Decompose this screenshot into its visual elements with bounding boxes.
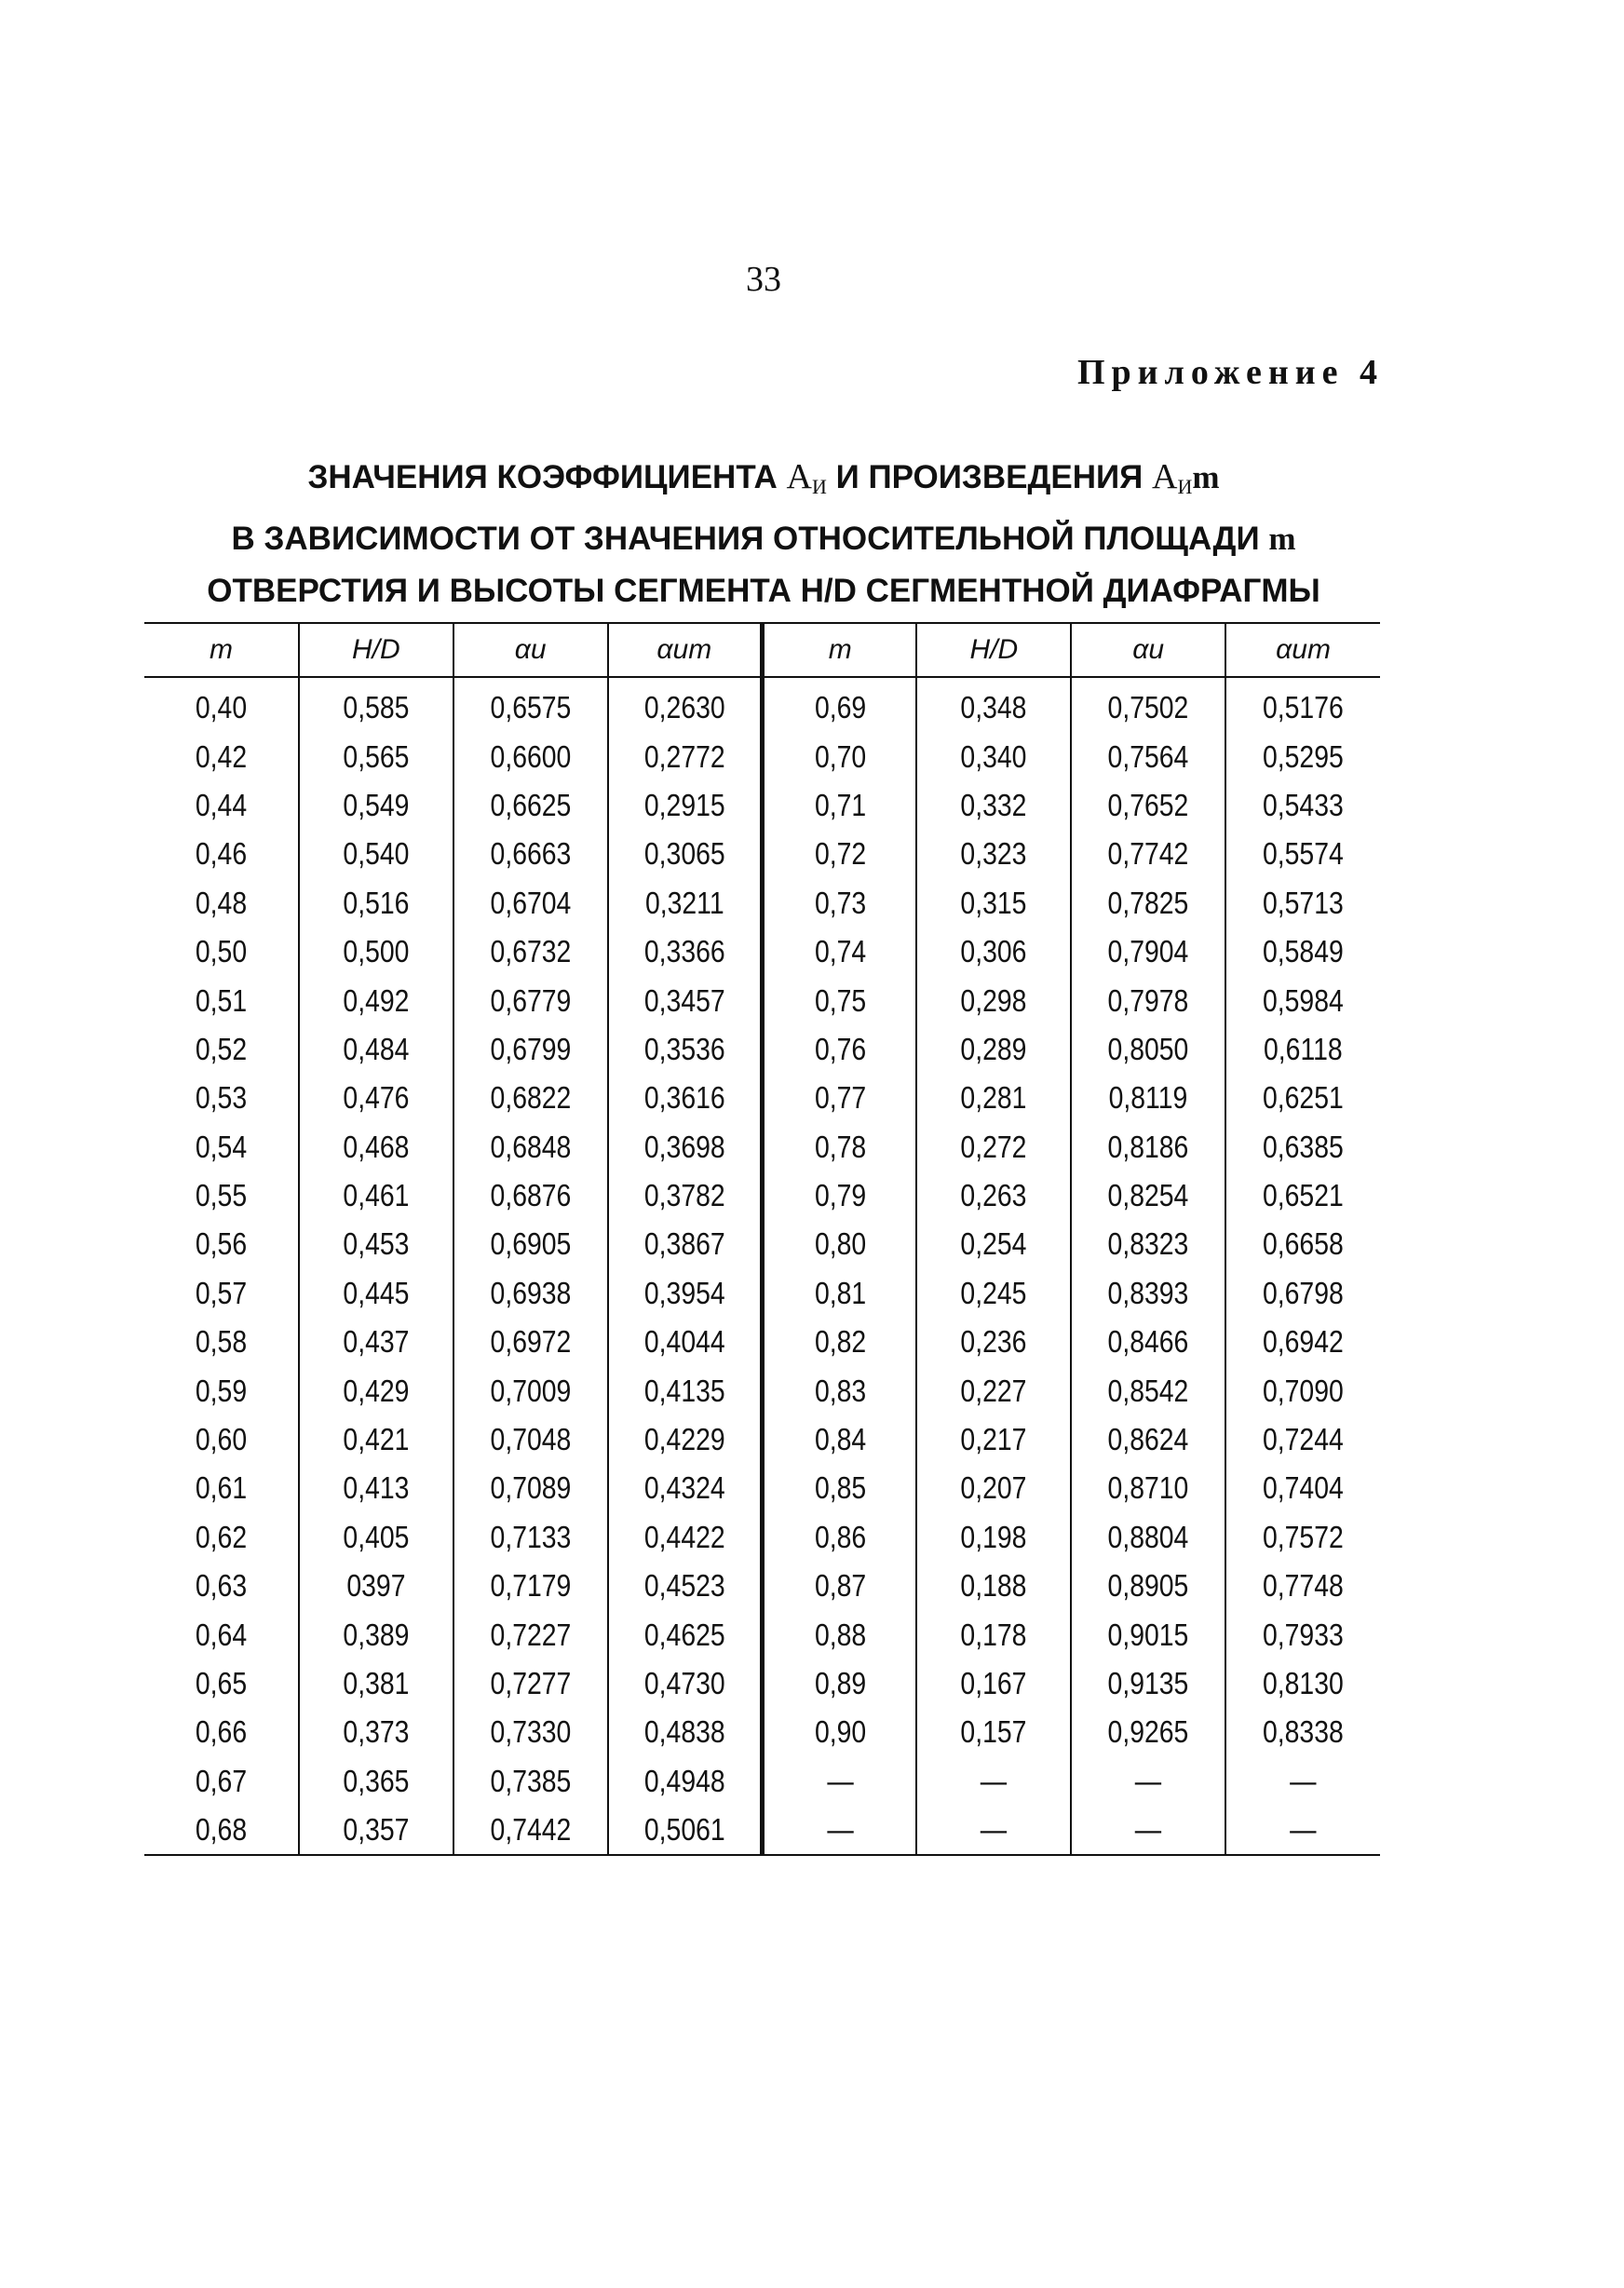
table-cell: 0,245 bbox=[927, 1269, 1061, 1318]
table-cell: 0,565 bbox=[309, 732, 442, 780]
table-cell: 0,82 bbox=[773, 1318, 906, 1366]
alpha-symbol: $A_И$ bbox=[786, 457, 827, 498]
table-row bbox=[144, 927, 1380, 976]
table-cell: 0,8466 bbox=[1082, 1318, 1215, 1366]
table-cell: 0,3457 bbox=[618, 976, 751, 1024]
table-row bbox=[144, 1171, 1380, 1220]
table-cell: 0,7652 bbox=[1082, 781, 1215, 830]
table-cell: — bbox=[1082, 1806, 1215, 1855]
table-row bbox=[144, 830, 1380, 878]
table-cell: 0,6779 bbox=[464, 976, 597, 1024]
table-cell: 0,72 bbox=[773, 830, 906, 878]
table-cell: 0,167 bbox=[927, 1659, 1061, 1708]
table-cell: 0,5433 bbox=[1237, 781, 1370, 830]
table-cell: 0,71 bbox=[773, 781, 906, 830]
table-cell: 0,7385 bbox=[464, 1757, 597, 1806]
table-cell: 0,3536 bbox=[618, 1025, 751, 1074]
table-row bbox=[144, 1366, 1380, 1415]
table-cell: 0,7277 bbox=[464, 1659, 597, 1708]
table-cell: 0,4229 bbox=[618, 1415, 751, 1464]
table-cell: 0,59 bbox=[195, 1373, 248, 1408]
title-line-2 bbox=[140, 513, 1387, 565]
table-cell: 0,88 bbox=[773, 1610, 906, 1658]
table-cell: 0,58 bbox=[195, 1324, 248, 1360]
table-cell: 0,7048 bbox=[464, 1415, 597, 1464]
table-cell: 0,8905 bbox=[1082, 1562, 1215, 1610]
table-cell: 0,461 bbox=[309, 1171, 442, 1220]
table-cell: 0,86 bbox=[773, 1513, 906, 1562]
table-cell: 0,178 bbox=[927, 1610, 1061, 1658]
table-cell: 0,157 bbox=[927, 1708, 1061, 1756]
table-cell: 0,4838 bbox=[618, 1708, 751, 1756]
table-cell: 0,3065 bbox=[618, 830, 751, 878]
table-cell: — bbox=[927, 1806, 1061, 1855]
table-cell: 0,6876 bbox=[464, 1171, 597, 1220]
table-cell: 0,5574 bbox=[1237, 830, 1370, 878]
table-cell: 0,188 bbox=[927, 1562, 1061, 1610]
table-cell: 0,81 bbox=[773, 1269, 906, 1318]
table-cell: 0,62 bbox=[195, 1519, 248, 1554]
table-cell: 0,8050 bbox=[1082, 1025, 1215, 1074]
table-cell: 0,65 bbox=[195, 1666, 248, 1700]
title-line-1 bbox=[140, 451, 1387, 513]
table-row bbox=[144, 1513, 1380, 1562]
table-cell: 0,64 bbox=[195, 1617, 248, 1652]
table-cell: 0,7933 bbox=[1237, 1610, 1370, 1658]
table-cell: 0,9265 bbox=[1082, 1708, 1215, 1756]
table-cell: 0,73 bbox=[773, 879, 906, 927]
table-cell: 0,389 bbox=[309, 1610, 442, 1658]
table-cell: 0,289 bbox=[927, 1025, 1061, 1074]
table-cell: 0,4523 bbox=[618, 1562, 751, 1610]
table-cell: 0,52 bbox=[195, 1031, 248, 1066]
column-header: m bbox=[763, 623, 917, 677]
table-cell: 0,57 bbox=[195, 1275, 248, 1310]
table-cell: 0,7227 bbox=[464, 1610, 597, 1658]
table-cell: 0,7825 bbox=[1082, 879, 1215, 927]
table-cell: 0,340 bbox=[927, 732, 1061, 780]
table-cell: 0,6848 bbox=[464, 1123, 597, 1171]
table-cell: 0,2630 bbox=[618, 677, 751, 732]
coefficient-table bbox=[144, 622, 1380, 1856]
table-row bbox=[144, 976, 1380, 1024]
table-cell: 0,6798 bbox=[1237, 1269, 1370, 1318]
table-row bbox=[144, 1220, 1380, 1268]
table-cell: 0,516 bbox=[309, 879, 442, 927]
table-cell: 0,323 bbox=[927, 830, 1061, 878]
title-text: В ЗАВИСИМОСТИ ОТ ЗНАЧЕНИЯ ОТНОСИТЕЛЬНОЙ ПЛОЩАДИ bbox=[231, 521, 1260, 557]
table-cell: 0,90 bbox=[773, 1708, 906, 1756]
table-cell: 0,429 bbox=[309, 1366, 442, 1415]
table-cell: 0,48 bbox=[195, 885, 248, 920]
table-cell: 0,421 bbox=[309, 1415, 442, 1464]
table-cell: 0,281 bbox=[927, 1074, 1061, 1122]
table-cell: — bbox=[1082, 1757, 1215, 1806]
table-cell: 0,4135 bbox=[618, 1366, 751, 1415]
table-cell: 0,87 bbox=[773, 1562, 906, 1610]
table-cell: 0,492 bbox=[309, 976, 442, 1024]
table-cell: 0,3616 bbox=[618, 1074, 751, 1122]
table-cell: 0,8542 bbox=[1082, 1366, 1215, 1415]
table-cell: 0,298 bbox=[927, 976, 1061, 1024]
table-cell: 0,83 bbox=[773, 1366, 906, 1415]
title-line-3: ОТВЕРСТИЯ И ВЫСОТЫ СЕГМЕНТА H/D СЕГМЕНТНОЙ ДИАФРАГМЫ bbox=[207, 573, 1320, 609]
table-cell: 0,7904 bbox=[1082, 927, 1215, 976]
table-cell: 0,4324 bbox=[618, 1464, 751, 1512]
table-cell: 0,55 bbox=[195, 1178, 248, 1213]
table-cell: 0,476 bbox=[309, 1074, 442, 1122]
column-header: αиm bbox=[1225, 623, 1380, 677]
title-text: И ПРОИЗВЕДЕНИЯ bbox=[835, 459, 1144, 495]
table-cell: 0,3698 bbox=[618, 1123, 751, 1171]
table-row bbox=[144, 1708, 1380, 1756]
table-cell: 0,7090 bbox=[1237, 1366, 1370, 1415]
table-row bbox=[144, 1074, 1380, 1122]
table-row bbox=[144, 1025, 1380, 1074]
table-cell: 0,8393 bbox=[1082, 1269, 1215, 1318]
table-cell: 0,7179 bbox=[464, 1562, 597, 1610]
table-cell: 0,6732 bbox=[464, 927, 597, 976]
column-header: αиm bbox=[608, 623, 763, 677]
table-cell: — bbox=[773, 1757, 906, 1806]
table-cell: 0,70 bbox=[773, 732, 906, 780]
column-header: m bbox=[144, 623, 299, 677]
table-cell: 0,54 bbox=[195, 1129, 248, 1164]
table-cell: 0,6118 bbox=[1237, 1025, 1370, 1074]
table-cell: 0,5849 bbox=[1237, 927, 1370, 976]
table-cell: 0,348 bbox=[927, 677, 1061, 732]
table-cell: 0,405 bbox=[309, 1513, 442, 1562]
table-cell: 0,8710 bbox=[1082, 1464, 1215, 1512]
table-cell: 0,8624 bbox=[1082, 1415, 1215, 1464]
table-cell: 0,7978 bbox=[1082, 976, 1215, 1024]
table-cell: 0,76 bbox=[773, 1025, 906, 1074]
table-cell: 0,332 bbox=[927, 781, 1061, 830]
table-cell: 0,75 bbox=[773, 976, 906, 1024]
table-cell: 0,365 bbox=[309, 1757, 442, 1806]
table-cell: 0,4730 bbox=[618, 1659, 751, 1708]
table-cell: 0,4625 bbox=[618, 1610, 751, 1658]
table-row bbox=[144, 1757, 1380, 1806]
table-cell: 0,8323 bbox=[1082, 1220, 1215, 1268]
table-cell: 0,8254 bbox=[1082, 1171, 1215, 1220]
table-cell: 0,7442 bbox=[464, 1806, 597, 1855]
table-cell: 0397 bbox=[309, 1562, 442, 1610]
table-cell: 0,9135 bbox=[1082, 1659, 1215, 1708]
table-cell: 0,413 bbox=[309, 1464, 442, 1512]
table-cell: 0,7244 bbox=[1237, 1415, 1370, 1464]
table-cell: 0,61 bbox=[195, 1470, 248, 1506]
table-cell: 0,254 bbox=[927, 1220, 1061, 1268]
table-cell: 0,272 bbox=[927, 1123, 1061, 1171]
table-cell: 0,7564 bbox=[1082, 732, 1215, 780]
table-cell: — bbox=[927, 1757, 1061, 1806]
table-cell: 0,63 bbox=[195, 1568, 248, 1604]
table-cell: 0,80 bbox=[773, 1220, 906, 1268]
table-cell: 0,540 bbox=[309, 830, 442, 878]
table-cell: 0,236 bbox=[927, 1318, 1061, 1366]
table-row bbox=[144, 1610, 1380, 1658]
table-row bbox=[144, 1318, 1380, 1366]
table-cell: 0,6625 bbox=[464, 781, 597, 830]
table-cell: 0,7572 bbox=[1237, 1513, 1370, 1562]
table-cell: 0,60 bbox=[195, 1422, 248, 1457]
table-cell: — bbox=[1237, 1806, 1370, 1855]
table-cell: 0,484 bbox=[309, 1025, 442, 1074]
table-title bbox=[140, 451, 1387, 617]
table-row bbox=[144, 677, 1380, 732]
table-cell: 0,381 bbox=[309, 1659, 442, 1708]
table-cell: 0,68 bbox=[156, 1806, 289, 1855]
table-cell: 0,6575 bbox=[464, 677, 597, 732]
table-cell: 0,8338 bbox=[1237, 1708, 1370, 1756]
table-cell: 0,51 bbox=[195, 982, 248, 1018]
table-cell: 0,46 bbox=[195, 836, 248, 872]
alpha-symbol: $A_И$ bbox=[1152, 457, 1193, 498]
table-cell: 0,78 bbox=[773, 1123, 906, 1171]
table-cell: 0,445 bbox=[309, 1269, 442, 1318]
column-header: αи bbox=[453, 623, 608, 677]
table-row bbox=[144, 1659, 1380, 1708]
table-cell: 0,6942 bbox=[1237, 1318, 1370, 1366]
table-cell: 0,7502 bbox=[1082, 677, 1215, 732]
table-row bbox=[144, 1806, 1380, 1855]
table-row bbox=[144, 1123, 1380, 1171]
table-cell: 0,500 bbox=[309, 927, 442, 976]
table-cell: 0,9015 bbox=[1082, 1610, 1215, 1658]
table-cell: 0,453 bbox=[309, 1220, 442, 1268]
table-cell: 0,468 bbox=[309, 1123, 442, 1171]
table-cell: 0,7742 bbox=[1082, 830, 1215, 878]
table-cell: 0,217 bbox=[927, 1415, 1061, 1464]
table-cell: 0,8186 bbox=[1082, 1123, 1215, 1171]
table-cell: 0,4948 bbox=[618, 1757, 751, 1806]
table-cell: 0,84 bbox=[773, 1415, 906, 1464]
table-cell: 0,6822 bbox=[464, 1074, 597, 1122]
table-cell: 0,6521 bbox=[1237, 1171, 1370, 1220]
table-cell: 0,207 bbox=[927, 1464, 1061, 1512]
table-cell: 0,198 bbox=[927, 1513, 1061, 1562]
table-cell: 0,7009 bbox=[464, 1366, 597, 1415]
column-header: H/D bbox=[299, 623, 453, 677]
title-text: ЗНАЧЕНИЯ КОЭФФИЦИЕНТА bbox=[307, 459, 778, 495]
table-cell: 0,357 bbox=[309, 1806, 442, 1855]
table-cell: 0,7330 bbox=[464, 1708, 597, 1756]
table-cell: 0,8119 bbox=[1082, 1074, 1215, 1122]
table-cell: 0,6251 bbox=[1237, 1074, 1370, 1122]
table-cell: 0,6905 bbox=[464, 1220, 597, 1268]
table-cell: 0,5295 bbox=[1237, 732, 1370, 780]
table-cell: — bbox=[1237, 1757, 1370, 1806]
table-cell: 0,69 bbox=[773, 677, 906, 732]
table-row bbox=[144, 1464, 1380, 1512]
table-cell: 0,8130 bbox=[1237, 1659, 1370, 1708]
table-cell: 0,8804 bbox=[1082, 1513, 1215, 1562]
table-cell: 0,227 bbox=[927, 1366, 1061, 1415]
table-cell: 0,585 bbox=[309, 677, 442, 732]
table-cell: 0,50 bbox=[195, 934, 248, 969]
table-cell: — bbox=[773, 1806, 906, 1855]
table-cell: 0,373 bbox=[309, 1708, 442, 1756]
table-cell: 0,3211 bbox=[618, 879, 751, 927]
table-cell: 0,437 bbox=[309, 1318, 442, 1366]
table-row bbox=[144, 1562, 1380, 1610]
table-cell: 0,2772 bbox=[618, 732, 751, 780]
table-cell: 0,6658 bbox=[1237, 1220, 1370, 1268]
table-cell: 0,6600 bbox=[464, 732, 597, 780]
table-cell: 0,53 bbox=[195, 1080, 248, 1116]
table-cell: 0,5176 bbox=[1237, 677, 1370, 732]
table-cell: 0,315 bbox=[927, 879, 1061, 927]
table-cell: 0,2915 bbox=[618, 781, 751, 830]
column-header: αи bbox=[1071, 623, 1225, 677]
table-cell: 0,3366 bbox=[618, 927, 751, 976]
table-cell: 0,67 bbox=[195, 1763, 248, 1798]
table-cell: 0,79 bbox=[773, 1171, 906, 1220]
table-cell: 0,306 bbox=[927, 927, 1061, 976]
table-cell: 0,4044 bbox=[618, 1318, 751, 1366]
table-cell: 0,549 bbox=[309, 781, 442, 830]
table-cell: 0,44 bbox=[195, 787, 248, 822]
table-cell: 0,6704 bbox=[464, 879, 597, 927]
table-cell: 0,89 bbox=[773, 1659, 906, 1708]
table-cell: 0,56 bbox=[195, 1226, 248, 1262]
table-cell: 0,3954 bbox=[618, 1269, 751, 1318]
table-cell: 0,7404 bbox=[1237, 1464, 1370, 1512]
table-cell: 0,42 bbox=[195, 738, 248, 774]
column-header: H/D bbox=[916, 623, 1071, 677]
m-symbol: m bbox=[1268, 521, 1296, 557]
table-row bbox=[144, 732, 1380, 780]
appendix-label: Приложение 4 bbox=[1076, 353, 1384, 392]
table-cell: 0,6972 bbox=[464, 1318, 597, 1366]
table-cell: 0,66 bbox=[195, 1714, 248, 1750]
table-cell: 0,7133 bbox=[464, 1513, 597, 1562]
table-header-row bbox=[144, 623, 1380, 677]
table-cell: 0,7748 bbox=[1237, 1562, 1370, 1610]
table-cell: 0,263 bbox=[927, 1171, 1061, 1220]
table-row bbox=[144, 1269, 1380, 1318]
table-cell: 0,3782 bbox=[618, 1171, 751, 1220]
table-cell: 0,4422 bbox=[618, 1513, 751, 1562]
table-cell: 0,3867 bbox=[618, 1220, 751, 1268]
table-body bbox=[144, 677, 1380, 1855]
table-row bbox=[144, 879, 1380, 927]
table-cell: 0,5984 bbox=[1237, 976, 1370, 1024]
table-cell: 0,40 bbox=[195, 690, 248, 725]
table-row bbox=[144, 1415, 1380, 1464]
table-cell: 0,5713 bbox=[1237, 879, 1370, 927]
table-cell: 0,6663 bbox=[464, 830, 597, 878]
table-cell: 0,74 bbox=[773, 927, 906, 976]
table-cell: 0,6799 bbox=[464, 1025, 597, 1074]
page-number: 33 bbox=[746, 260, 781, 299]
table-cell: 0,5061 bbox=[618, 1806, 751, 1855]
table-row bbox=[144, 781, 1380, 830]
table-cell: 0,6938 bbox=[464, 1269, 597, 1318]
table-cell: 0,85 bbox=[773, 1464, 906, 1512]
table-cell: 0,77 bbox=[773, 1074, 906, 1122]
table-cell: 0,6385 bbox=[1237, 1123, 1370, 1171]
table-cell: 0,7089 bbox=[464, 1464, 597, 1512]
m-symbol: m bbox=[1192, 459, 1220, 495]
